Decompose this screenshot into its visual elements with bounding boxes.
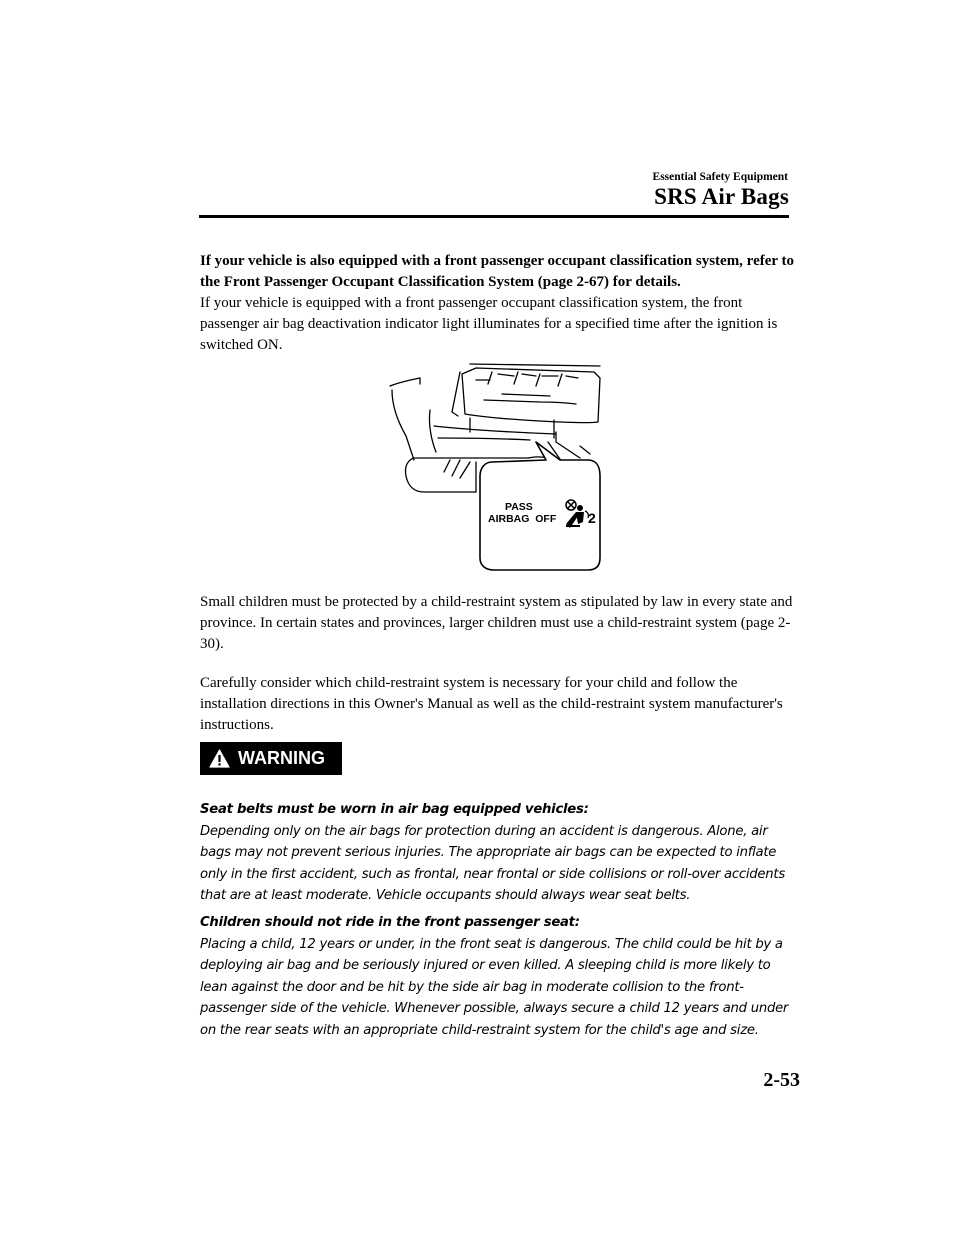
- intro-body-text: If your vehicle is equipped with a front passenger occupant classification system, the front passenger air bag deactivation indicator light illuminates for a specified time after the ignition is switched ON.: [200, 295, 778, 353]
- intro-bold-text: If your vehicle is also equipped with a front passenger occupant classification system, refer to the Front Passenger Occupant Classification System (page 2-67) for details.: [200, 253, 795, 290]
- page-header-section: Essential Safety Equipment: [652, 171, 788, 183]
- indicator-figure: [380, 362, 610, 574]
- child-restraint-paragraph: Small children must be protected by a child-restraint system as stipulated by law in every state and province. In certain states and provinces, larger children must use a child-restraint system (page 2-30).: [200, 594, 793, 652]
- intro-paragraph: [200, 251, 800, 356]
- warning-triangle-icon: [209, 749, 230, 768]
- page-header-title: SRS Air Bags: [654, 184, 789, 209]
- warning-item-text: Depending only on the air bags for protection during an accident is dangerous. Alone, air bags may not prevent serious injuries. The appropriate air bags can be expected to inflate only in the first accident, such as frontal, near frontal or side collisions or roll-over accidents that are at least moderate. Vehicle occupants should always wear seat belts.: [200, 823, 785, 903]
- installation-paragraph: Carefully consider which child-restraint system is necessary for your child and follow the installation directions in this Owner's Manual as well as the child-restraint system manufacturer's instructions.: [200, 675, 783, 733]
- indicator-label-line2: AIRBAG OFF: [488, 513, 557, 525]
- warning-badge: [200, 742, 342, 775]
- page-number: 2-53: [763, 1069, 800, 1091]
- indicator-label-line1: PASS: [505, 501, 533, 513]
- warning-item-title: Seat belts must be worn in air bag equipped vehicles:: [200, 802, 589, 817]
- warning-item-title: Children should not ride in the front passenger seat:: [200, 915, 580, 930]
- warning-item: [200, 912, 800, 1041]
- warning-label: WARNING: [238, 748, 325, 768]
- header-rule: [199, 215, 789, 218]
- warning-item-text: Placing a child, 12 years or under, in the front seat is dangerous. The child could be hit by a deploying air bag and be seriously injured or even killed. A sleeping child is more likely to lean against the door and be hit by the side air bag in moderate collision to the front-passenger side of the vehicle. Whenever possible, always secure a child 12 years and under on the rear seats with an appropriate child-restraint system for the child's age and size.: [200, 936, 789, 1038]
- indicator-icon-number: 2: [588, 510, 596, 526]
- warning-item: [200, 799, 800, 907]
